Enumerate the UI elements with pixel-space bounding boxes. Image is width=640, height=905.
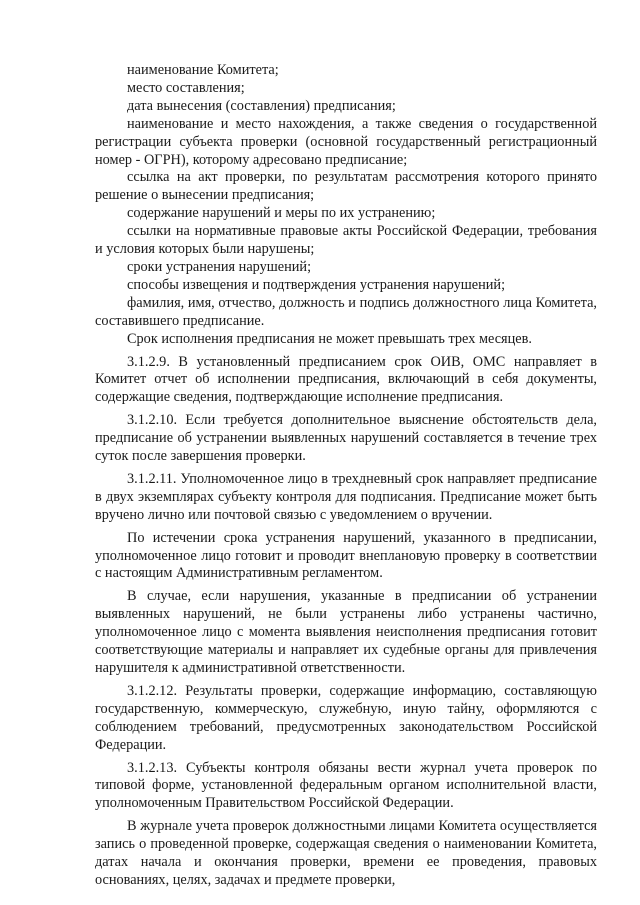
list-item-violations: содержание нарушений и меры по их устранению;: [127, 205, 436, 222]
list-item-place: место составления;: [127, 79, 245, 96]
list-item-official-signature: фамилия, имя, отчество, должность и подпись должностного лица Комитета, составившего предписание.: [95, 294, 597, 329]
paragraph-unscheduled-inspection: По истечении срока устранения нарушений, указанного в предписании, уполномоченное лицо готовит и проводит внеплановую проверку в соответствии с настоящим Административным регламентом.: [95, 529, 597, 582]
paragraph-3-1-2-10: 3.1.2.10. Если требуется дополнительное выяснение обстоятельств дела, предписание об устранении выявленных нарушений составляется в течение трех суток после завершения проверки.: [95, 412, 597, 465]
list-item-subject-info: наименование и место нахождения, а также сведения о государственной регистрации субъекта проверки (основной государственный регистрационный номер - ОГРН), которому адресовано предписание;: [95, 115, 597, 168]
paragraph-3-1-2-13: 3.1.2.13. Субъекты контроля обязаны вести журнал учета проверок по типовой форме, установленной федеральным органом исполнительной власти, уполномоченным Правительством Российской Федерации.: [95, 759, 597, 812]
paragraph-term: Срок исполнения предписания не может превышать трех месяцев.: [127, 330, 532, 347]
list-item-notification-methods: способы извещения и подтверждения устранения нарушений;: [127, 276, 506, 293]
list-item-deadlines: сроки устранения нарушений;: [127, 258, 312, 275]
list-item-date: дата вынесения (составления) предписания;: [127, 97, 396, 114]
paragraph-3-1-2-9: 3.1.2.9. В установленный предписанием срок ОИВ, ОМС направляет в Комитет отчет об исполнении предписания, включающий в себя документы, содержащие сведения, подтверждающие исполнение предписания.: [95, 353, 597, 406]
document-body: [95, 62, 597, 890]
paragraph-3-1-2-12: 3.1.2.12. Результаты проверки, содержащие информацию, составляющую государственную, коммерческую, служебную, иную тайну, оформляются с соблюдением требований, предусмотренных законодательством Российской Федерации.: [95, 682, 597, 753]
list-item-inspection-act-reference: ссылка на акт проверки, по результатам рассмотрения которого принято решение о вынесении предписания;: [95, 169, 597, 204]
paragraph-3-1-2-11: 3.1.2.11. Уполномоченное лицо в трехдневный срок направляет предписание в двух экземплярах субъекту контроля для подписания. Предписание может быть вручено лично или почтовой связью с уведомлением о вручении.: [95, 470, 597, 523]
paragraph-inspection-log: В журнале учета проверок должностными лицами Комитета осуществляется запись о проведенной проверке, содержащая сведения о наименовании Комитета, датах начала и окончания проверки, времени ее проведения, правовых основаниях, целях, задачах и предмете проверки,: [95, 818, 597, 888]
list-item-legal-references: ссылки на нормативные правовые акты Российской Федерации, требования и условия которых были нарушены;: [95, 223, 597, 258]
paragraph-non-compliance: В случае, если нарушения, указанные в предписании об устранении выявленных нарушений, не были устранены либо устранены частично, уполномоченное лицо с момента выявления неисполнения предписания готовит соответствующие материалы и направляет их судебные органы для привлечения нарушителя к административной ответственности.: [95, 588, 597, 676]
list-item-committee-name: наименование Комитета;: [127, 62, 279, 78]
